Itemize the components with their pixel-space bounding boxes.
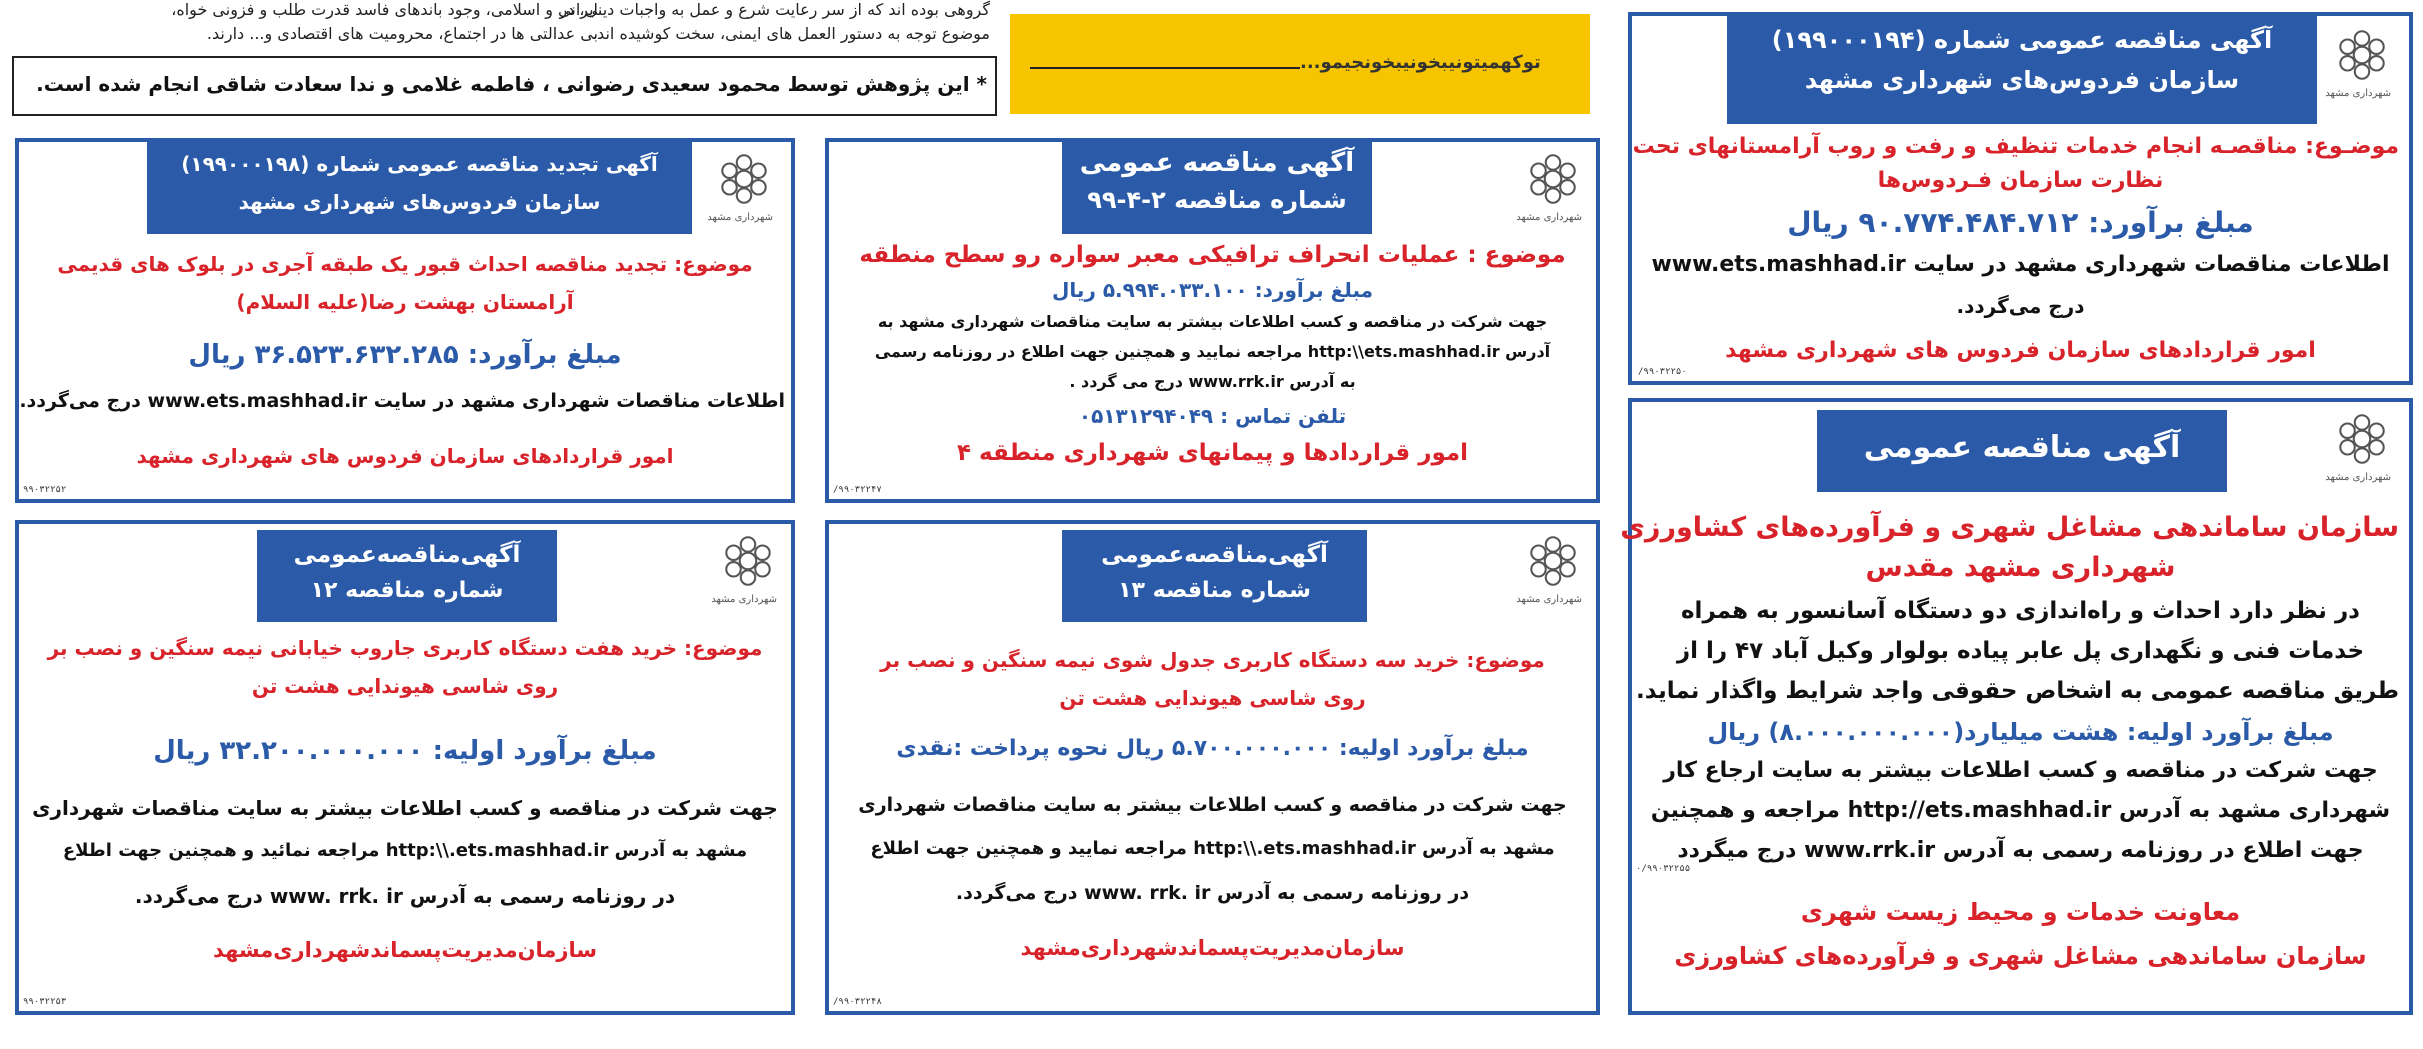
ad-header-title: آگهی‌مناقصه‌عمومی [1101, 542, 1328, 568]
article-col2-line2: موضوع توجه به دستور العمل های ایمنی، سخت کوشیده اند. [591, 24, 990, 43]
ad-info-line2: درج می‌گردد. [1956, 294, 2085, 318]
ad-info-line3: جهت اطلاع در روزنامه رسمی به آدرس www.rrk.ir درج میگردد [1677, 838, 2364, 863]
ad-header [1727, 16, 2317, 124]
article-col1-line1: ایرانی و اسلامی، وجود باندهای فاسد قدرت طلب و فزونی خواه، [171, 0, 598, 19]
ad-estimate: مبلغ برآورد: ۵.۹۹۴.۰۳۳.۱۰۰ ریال [1051, 278, 1374, 302]
ad-header-number: شماره مناقصه ۱۳ [1118, 578, 1311, 603]
ad-subject-line1: موضوع: تجدید مناقصه احداث قبور یک طبقه آجری در بلوک های قدیمی [57, 252, 753, 276]
ad-header [1062, 142, 1372, 234]
logo-caption: شهرداری مشهد [2325, 472, 2391, 483]
ad-info-line2: مشهد به آدرس http:\\.ets.mashhad.ir مراجعه نمایید و همچنین جهت اطلاع [870, 838, 1555, 859]
ad-header [147, 142, 692, 234]
ad-code: ۰/۹۹۰۳۲۲۵۵ [1636, 864, 1691, 874]
ad-header-title: آگهی‌مناقصه‌عمومی [293, 542, 521, 568]
ad-info-line2: شهرداری مشهد به آدرس http://ets.mashhad.ir مراجعه و همچنین [1650, 798, 2391, 823]
municipality-logo-icon [717, 530, 779, 592]
ad-estimate: مبلغ برآورد: ۳۶.۵۲۳.۶۳۲.۲۸۵ ریال [188, 340, 622, 370]
ad-header [1062, 530, 1367, 622]
ad-org-line1: سازمان ساماندهی مشاغل شهری و فرآورده‌های کشاورزی [1620, 512, 2399, 543]
banner-text: ...توکهمیتونیبخونیبخونجیمو [1300, 52, 1541, 73]
ad-info-line1: جهت شرکت در مناقصه و کسب اطلاعات بیشتر به سایت مناقصات شهرداری مشهد به [877, 312, 1548, 331]
municipality-logo-icon [1522, 530, 1584, 592]
ad-subject-line2: روی شاسی هیوندایی هشت تن [1059, 686, 1366, 710]
ad-fardows-198 [15, 138, 795, 503]
ad-body-line1: در نظر دارد احداث و راه‌اندازی دو دستگاه آسانسور به همراه [1680, 598, 2360, 624]
ad-footer: امور قراردادهای سازمان فردوس های شهرداری مشهد [1725, 338, 2316, 363]
logo-caption: شهرداری مشهد [2325, 88, 2391, 99]
ad-subject-line2: روی شاسی هیوندایی هشت تن [251, 674, 559, 698]
article-col1-line2: بی عدالتی ها در اجتماع، محرومیت های اقتصادی و... دارند. [206, 24, 598, 43]
article-col2-line1: گروهی بوده اند که از سر رعایت شرع و عمل به واجبات دینی، در [559, 0, 990, 19]
ad-info-line2: مشهد به آدرس http:\\.ets.mashhad.ir مراجعه نمائید و همچنین جهت اطلاع [62, 840, 748, 861]
ad-subject-line1: موضوع: خرید سه دستگاه کاربری جدول شوی نیمه سنگین و نصب بر [880, 648, 1545, 672]
ad-info-line1: جهت شرکت در مناقصه و کسب اطلاعات بیشتر به سایت مناقصات شهرداری [32, 796, 778, 820]
logo-caption: شهرداری مشهد [1516, 594, 1582, 605]
logo-caption: شهرداری مشهد [1516, 212, 1582, 223]
banner [1010, 14, 1590, 114]
ad-header-org: سازمان فردوس‌های شهرداری مشهد [238, 190, 601, 214]
ad-header-org: سازمان فردوس‌های شهرداری مشهد [1804, 66, 2240, 94]
ad-body-line3: طریق مناقصه عمومی به اشخاص حقوقی واجد شرایط واگذار نماید. [1636, 678, 2399, 704]
ad-estimate: مبلغ برآورد: ۹۰.۷۷۴.۴۸۴.۷۱۲ ریال [1787, 206, 2254, 239]
ad-code: /۹۹۰۳۲۲۴۷ [833, 485, 882, 495]
ad-subject-line1: موضوع: خرید هفت دستگاه کاربری جاروب خیابانی نیمه سنگین و نصب بر [47, 636, 763, 660]
municipality-logo-icon [713, 148, 775, 210]
ad-header [1817, 410, 2227, 492]
ad-header-title: آگهی مناقصه عمومی [1863, 430, 2181, 465]
ad-header [257, 530, 557, 622]
ad-general-tender [1620, 398, 2413, 1015]
ad-footer: امور قراردادها و پیمانهای شهرداری منطقه ۴ [956, 440, 1468, 466]
ad-fardows-194 [1628, 12, 2413, 385]
ad-code: /۹۹۰۳۲۲۵۰ [1638, 367, 1687, 377]
ad-subject-line1: موضـوع: مناقصـه انجام خدمات تنظیف و رفت و روب آرامستانهای تحت [1632, 134, 2399, 159]
ad-header-title: آگهی مناقصه عمومی شماره (۱۹۹۰۰۰۱۹۴) [1771, 26, 2273, 54]
ad-info-line3: در روزنامه رسمی به آدرس www. rrk. ir درج می‌گردد. [134, 884, 676, 908]
ad-estimate: مبلغ برآورد اولیه: ۳۲.۲۰۰.۰۰۰.۰۰۰ ریال [153, 736, 657, 766]
municipality-logo-icon [1522, 148, 1584, 210]
ad-traffic-99-4-2 [825, 138, 1600, 503]
ad-subject-line2: نظارت سازمان فـردوس‌ها [1877, 168, 2164, 193]
ad-code: /۹۹۰۳۲۲۴۸ [833, 997, 882, 1007]
ad-header-title: آگهی مناقصه عمومی [1079, 148, 1355, 178]
ad-body-line2: خدمات فنی و نگهداری پل عابر پیاده بولوار وکیل آباد ۴۷ را از [1676, 638, 2365, 664]
ad-info-line3: در روزنامه رسمی به آدرس www. rrk. ir درج می‌گردد. [955, 882, 1470, 904]
ad-header-title: آگهی تجدید مناقصه عمومی شماره (۱۹۹۰۰۰۱۹۸) [181, 152, 658, 176]
municipality-logo-icon [2331, 24, 2393, 86]
article-credit: * این پژوهش توسط محمود سعیدی رضوانی ، فاطمه غلامی و ندا سعادت شاقی انجام شده است. [36, 72, 987, 96]
ad-info-line3: به آدرس www.rrk.ir درج می گردد . [1069, 372, 1356, 391]
ad-info: اطلاعات مناقصات شهرداری مشهد در سایت www.ets.mashhad.ir درج می‌گردد. [19, 390, 785, 412]
ad-footer-line1: معاونت خدمات و محیط زیست شهری [1800, 898, 2241, 926]
ad-phone: تلفن تماس : ۰۵۱۳۱۲۹۴۰۴۹ [1078, 404, 1347, 428]
ad-code: ۹۹۰۳۲۲۵۳ [23, 997, 67, 1007]
ad-waste-13 [825, 520, 1600, 1015]
ad-org-line2: شهرداری مشهد مقدس [1865, 552, 2176, 583]
ad-subject-line2: آرامستان بهشت رضا(علیه السلام) [236, 290, 574, 314]
ad-code: ۹۹۰۳۲۲۵۲ [23, 485, 67, 495]
ad-waste-12 [15, 520, 795, 1015]
article-credit-box [12, 56, 997, 116]
ad-info-line2: آدرس http:\\ets.mashhad.ir مراجعه نمایید و همچنین جهت اطلاع در روزنامه رسمی [874, 342, 1551, 361]
ad-footer-line2: سازمان ساماندهی مشاغل شهری و فرآورده‌های کشاورزی [1674, 942, 2367, 970]
ad-info-line1: جهت شرکت در مناقصه و کسب اطلاعات بیشتر به سایت ارجاع کار [1663, 758, 2378, 783]
ad-footer: سازمان‌مدیریت‌پسماندشهرداری‌مشهد [212, 938, 598, 962]
ad-footer: امور قراردادهای سازمان فردوس های شهرداری مشهد [136, 444, 674, 468]
ad-info-line1: اطلاعات مناقصات شهرداری مشهد در سایت www.ets.mashhad.ir [1651, 252, 2390, 277]
ad-header-number: شماره مناقصه ۲-۴-۹۹ [1087, 186, 1347, 214]
logo-caption: شهرداری مشهد [711, 594, 777, 605]
banner-rule [1030, 67, 1300, 69]
municipality-logo-icon [2331, 408, 2393, 470]
logo-caption: شهرداری مشهد [707, 212, 773, 223]
ad-estimate: مبلغ برآورد اولیه: هشت میلیارد(۸.۰۰۰.۰۰۰.۰۰۰) ریال [1707, 718, 2334, 746]
ad-subject: موضوع : عملیات انحراف ترافیکی معبر سواره رو سطح منطقه [859, 242, 1566, 268]
ad-info-line1: جهت شرکت در مناقصه و کسب اطلاعات بیشتر به سایت مناقصات شهرداری [858, 794, 1567, 816]
ad-footer: سازمان‌مدیریت‌پسماندشهرداری‌مشهد [1020, 936, 1405, 960]
ad-header-number: شماره مناقصه ۱۲ [310, 578, 504, 603]
ad-estimate: مبلغ برآورد اولیه: ۵.۷۰۰.۰۰۰.۰۰۰ ریال نحوه پرداخت :نقدی [896, 736, 1529, 761]
